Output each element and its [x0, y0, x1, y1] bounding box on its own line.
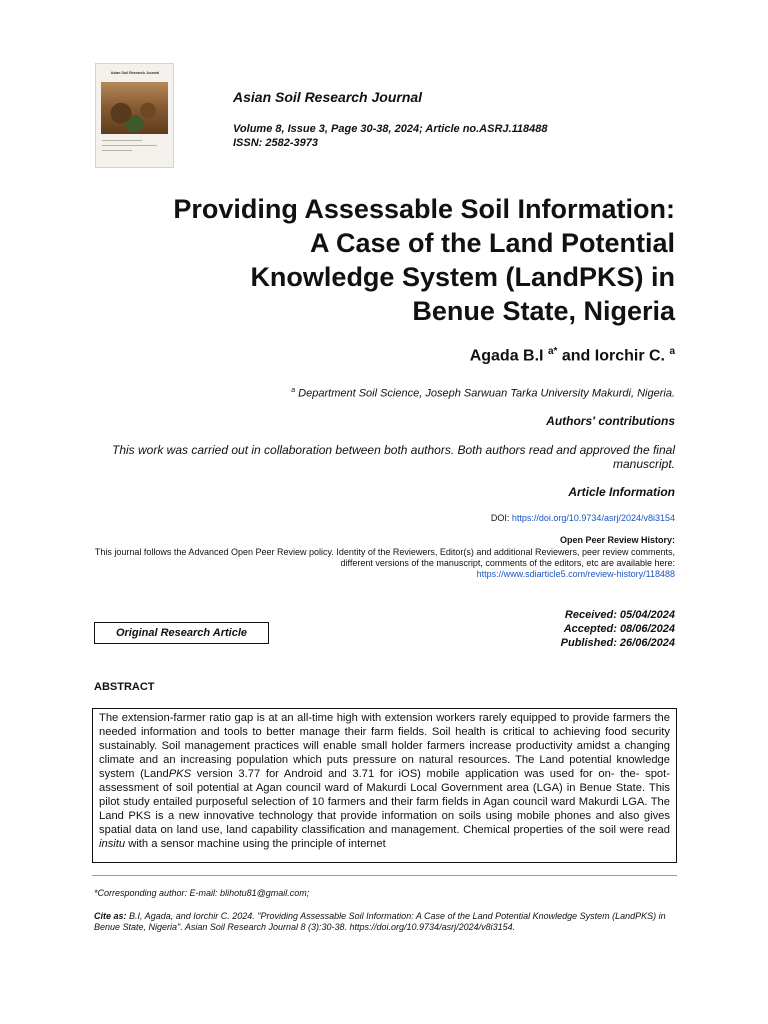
affiliation-text: Department Soil Science, Joseph Sarwuan Tarka University Makurdi, Nigeria.: [298, 387, 675, 400]
cite-text: B.I, Agada, and Iorchir C. 2024. "Providing Assessable Soil Information: A Case of the Land Potential Knowledge System (LandPKS) in Benue State, Nigeria". Asian Soil Research Journal 8 (3):30-38. https://doi.org/10.9734/asrj/2024/v8i3154.: [94, 911, 666, 932]
abstract-italic: PKS: [168, 768, 192, 780]
corresponding-author: *Corresponding author: E-mail: blihotu81@gmail.com;: [94, 888, 310, 898]
journal-cover-image: [95, 63, 174, 168]
author-affil-mark: a: [669, 346, 675, 357]
abstract-segment: with a sensor machine using the principle of internet: [125, 838, 386, 850]
article-dates: [561, 608, 675, 650]
affiliation-mark: a: [291, 387, 296, 394]
cover-text-line: [102, 145, 157, 146]
author-affil-mark: a*: [547, 346, 558, 357]
abstract-segment: The extension-farmer ratio gap is at an all-time high with extension workers rarely equipped to provide farmers the needed information and tools to better manage their farm fields. Soil health is critical to achieving food security sustainably. Soil management practices will enable small holder farmers increase productivity amidst a changing climate and an increasing population which puts pressure on natural resources. The Land potential knowledge system (Land: [99, 712, 670, 780]
published-date: Published: 26/06/2024: [560, 637, 675, 649]
journal-meta: [233, 122, 547, 150]
cover-text-line: [102, 150, 132, 151]
journal-name: Asian Soil Research Journal: [233, 89, 423, 105]
article-title: [75, 192, 675, 328]
issn: ISSN: 2582-3973: [233, 137, 318, 149]
cover-photo: [101, 82, 168, 134]
review-history-text: [75, 547, 675, 580]
cite-label: Cite as:: [94, 911, 127, 921]
article-info-heading: Article Information: [568, 485, 675, 499]
doi-link[interactable]: https://doi.org/10.9734/asrj/2024/v8i3154: [511, 513, 675, 523]
abstract-text: [99, 711, 670, 851]
contributions-text: This work was carried out in collaboration between both authors. Both authors read and approved the final manuscript.: [111, 443, 675, 471]
abstract-italic: insitu: [99, 838, 126, 850]
author-list: [470, 346, 675, 365]
cover-title: Asian Soil Research Journal: [110, 71, 160, 75]
doi-label: DOI:: [490, 513, 512, 523]
title-line: Benue State, Nigeria: [412, 296, 675, 326]
citation: [94, 911, 679, 933]
doi-line: [491, 513, 675, 523]
review-history-link[interactable]: https://www.sdiarticle5.com/review-history/118488: [476, 569, 675, 579]
contributions-heading: Authors' contributions: [546, 414, 675, 428]
title-line: Knowledge System (LandPKS) in: [250, 262, 675, 292]
review-history-heading: Open Peer Review History:: [559, 535, 675, 545]
footnote-divider: [92, 875, 677, 876]
affiliation: [291, 387, 675, 400]
abstract-heading: ABSTRACT: [94, 681, 155, 693]
author-name: Agada B.I: [469, 347, 544, 365]
volume-line: Volume 8, Issue 3, Page 30-38, 2024; Article no.ASRJ.118488: [233, 123, 548, 135]
review-policy-text: This journal follows the Advanced Open Peer Review policy. Identity of the Reviewers, Editor(s) and additional Reviewers, peer review comments, different versions of the manuscript, comments of the editors, etc are available here:: [94, 547, 675, 568]
abstract-segment: version 3.77 for Android and 3.71 for iOS) mobile application was used for on- the- spot- assessment of soil potential at Agan council ward of Makurdi Local Government area (LGA) in Benue State. This pilot study entailed purposeful selection of 10 farmers and their farm fields in Agan council ward Makurdi LGA. The Land PKS is a new innovative technology that provide information on soils using mobile phones and also gives spatial data on land use, land capability classification and management. Chemical properties of the soil were read: [99, 768, 670, 836]
author-name: Iorchir C.: [594, 347, 665, 365]
author-join: and: [557, 347, 595, 365]
cover-text-line: [102, 140, 142, 141]
abstract-box: [92, 708, 677, 863]
title-line: Providing Assessable Soil Information:: [173, 194, 675, 224]
title-line: A Case of the Land Potential: [309, 228, 675, 258]
received-date: Received: 05/04/2024: [564, 609, 675, 621]
accepted-date: Accepted: 08/06/2024: [563, 623, 675, 635]
article-type-badge: Original Research Article: [94, 622, 269, 644]
